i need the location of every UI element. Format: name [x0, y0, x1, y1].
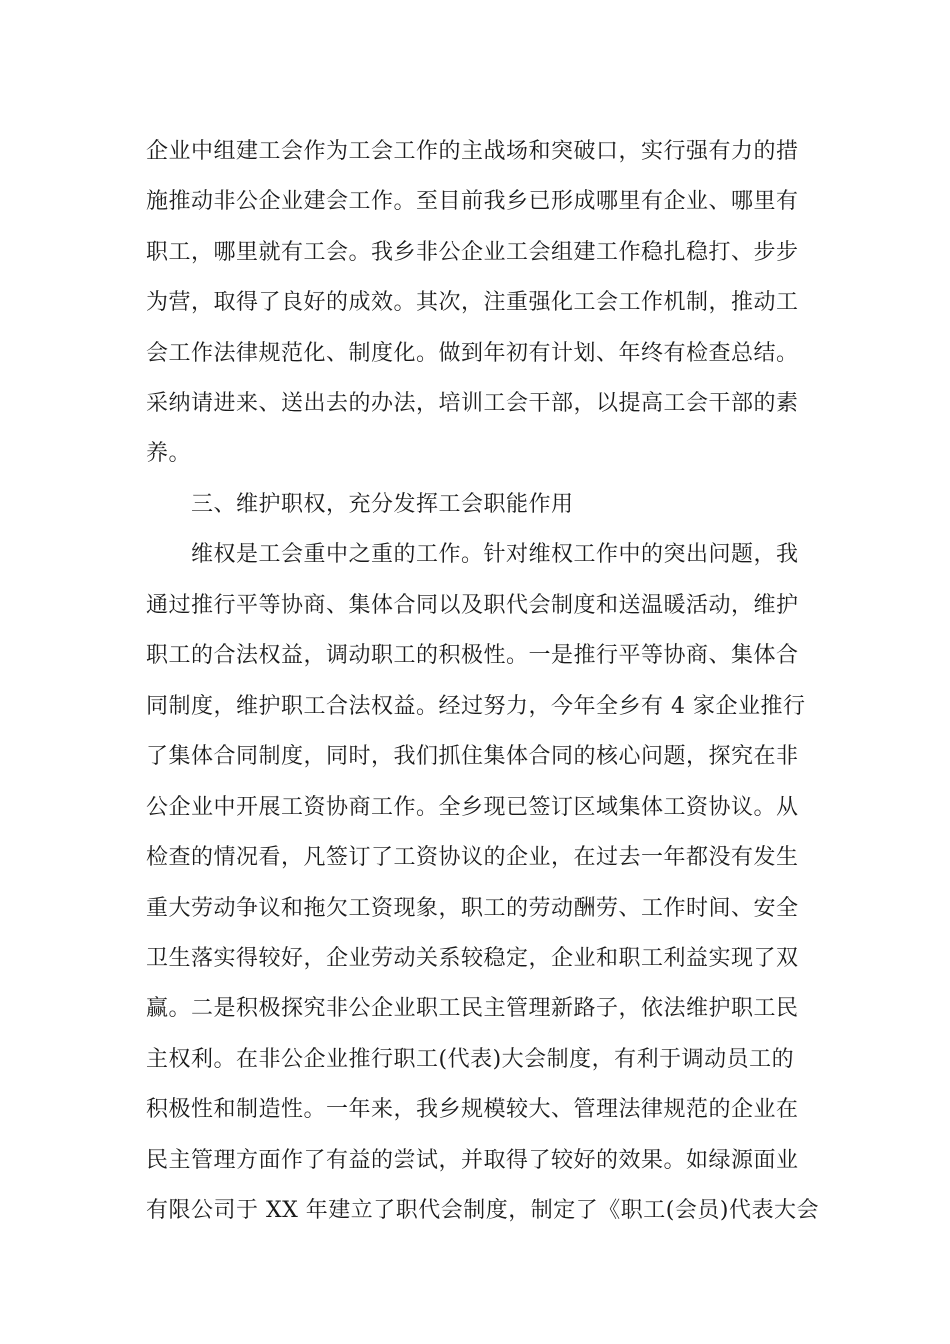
paragraph-2-line: 公企业中开展工资协商工作。全乡现已签订区域集体工资协议。从 [146, 795, 799, 820]
paragraph-2-line: 检查的情况看，凡签订了工资协议的企业，在过去一年都没有发生 [146, 845, 799, 870]
paragraph-2-line: 赢。二是积极探究非公企业职工民主管理新路子，依法维护职工民 [146, 996, 799, 1021]
paragraph-2-line: 重大劳动争议和拖欠工资现象，职工的劳动酬劳、工作时间、安全 [146, 896, 799, 921]
paragraph-2-line: 主权利。在非公企业推行职工(代表)大会制度，有利于调动员工的 [146, 1047, 795, 1072]
paragraph-2-line: 通过推行平等协商、集体合同以及职代会制度和送温暖活动，维护 [146, 593, 799, 618]
paragraph-2-line: 职工的合法权益，调动职工的积极性。一是推行平等协商、集体合 [146, 643, 799, 668]
paragraph-1-line: 企业中组建工会作为工会工作的主战场和突破口，实行强有力的措 [146, 139, 799, 164]
paragraph-2-line: 同制度，维护职工合法权益。经过努力，今年全乡有 4 家企业推行 [146, 694, 806, 719]
paragraph-2-line: 有限公司于 XX 年建立了职代会制度，制定了《职工(会员)代表大会 [146, 1198, 819, 1223]
paragraph-2-line: 积极性和制造性。一年来，我乡规模较大、管理法律规范的企业在 [146, 1097, 799, 1122]
paragraph-2-line: 了集体合同制度，同时，我们抓住集体合同的核心问题，探究在非 [146, 744, 799, 769]
paragraph-1-line: 职工，哪里就有工会。我乡非公企业工会组建工作稳扎稳打、步步 [146, 240, 799, 265]
paragraph-1-line: 会工作法律规范化、制度化。做到年初有计划、年终有检查总结。 [146, 341, 799, 366]
paragraph-1-line: 采纳请进来、送出去的办法，培训工会干部，以提高工会干部的素 [146, 391, 799, 416]
paragraph-1-line: 施推动非公企业建会工作。至目前我乡已形成哪里有企业、哪里有 [146, 189, 799, 214]
paragraph-2-line: 卫生落实得较好，企业劳动关系较稳定，企业和职工利益实现了双 [146, 946, 799, 971]
paragraph-2-line: 维权是工会重中之重的工作。针对维权工作中的突出问题，我 [191, 542, 799, 567]
paragraph-2-line: 民主管理方面作了有益的尝试，并取得了较好的效果。如绿源面业 [146, 1148, 799, 1173]
section-heading: 三、维护职权，充分发挥工会职能作用 [191, 492, 574, 517]
paragraph-1-line: 为营，取得了良好的成效。其次，注重强化工会工作机制，推动工 [146, 290, 799, 315]
paragraph-1-line: 养。 [146, 441, 192, 466]
